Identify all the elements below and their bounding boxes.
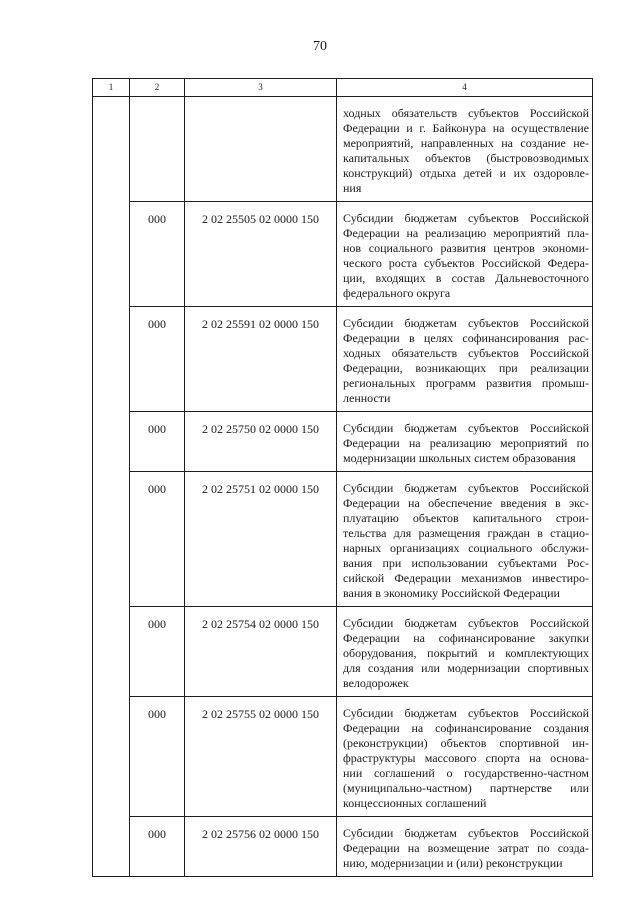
table-row (93, 472, 593, 607)
description-line: оборудования, покрытий и комплектующих (343, 646, 589, 660)
description-line: концессионных соглашений (343, 796, 487, 810)
admin-code-cell: 000 (130, 607, 185, 697)
admin-code-cell: 000 (130, 817, 185, 877)
description-line: ческого роста субъектов Российской Федера- (343, 256, 589, 270)
description-line: тельства для размещения граждан в стацио- (343, 526, 589, 540)
description-line: плуатацию объектов капитального строи- (343, 511, 589, 525)
table-row (93, 607, 593, 697)
budget-code-cell: 2 02 25755 02 0000 150 (185, 697, 337, 817)
admin-code-cell: 000 (130, 202, 185, 307)
description-line: Субсидии бюджетам субъектов Российской (343, 616, 589, 630)
description-cell (337, 697, 593, 817)
table-row (93, 97, 593, 202)
budget-code-cell: 2 02 25751 02 0000 150 (185, 472, 337, 607)
description-line: Субсидии бюджетам субъектов Российской (343, 481, 589, 495)
description-line: вания в экономику Российской Федерации (343, 586, 560, 600)
description-line: конструкций) отдыха детей и их оздоровле- (343, 166, 589, 180)
column-number-2: 2 (130, 79, 185, 97)
budget-code-cell: 2 02 25756 02 0000 150 (185, 817, 337, 877)
description-line: ции, входящих в состав Дальневосточного (343, 271, 589, 285)
description-cell (337, 607, 593, 697)
budget-codes-table (92, 78, 593, 877)
description-cell (337, 307, 593, 412)
description-cell (337, 202, 593, 307)
admin-code-cell: 000 (130, 697, 185, 817)
description-line: (муниципально-частном) партнерстве или (343, 781, 589, 795)
description-line: (реконструкции) объектов спортивной ин- (343, 736, 589, 750)
description-line: велодорожек (343, 676, 409, 690)
column-number-4: 4 (337, 79, 593, 97)
description-line: ния (343, 181, 362, 195)
admin-code-cell: 000 (130, 412, 185, 472)
admin-code-cell: 000 (130, 472, 185, 607)
table-row (93, 412, 593, 472)
description-line: ходных обязательств субъектов Российской (343, 106, 589, 120)
budget-code-cell: 2 02 25591 02 0000 150 (185, 307, 337, 412)
description-line: Субсидии бюджетам субъектов Российской (343, 826, 589, 840)
table-row (93, 307, 593, 412)
column-number-row (93, 79, 593, 97)
budget-code-cell: 2 02 25750 02 0000 150 (185, 412, 337, 472)
description-line: вания при использовании субъектами Рос- (343, 556, 589, 570)
description-line: нов социального развития центров экономи- (343, 241, 589, 255)
table-row (93, 817, 593, 877)
description-line: Федерации в целях софинансирования рас- (343, 331, 589, 345)
page-number: 70 (313, 39, 327, 54)
description-line: Субсидии бюджетам субъектов Российской (343, 706, 589, 720)
budget-code-cell: 2 02 25754 02 0000 150 (185, 607, 337, 697)
description-cell (337, 472, 593, 607)
description-line: Субсидии бюджетам субъектов Российской (343, 421, 589, 435)
column-number-1: 1 (93, 79, 130, 97)
description-line: нию, модернизации и (или) реконструкции (343, 856, 563, 870)
description-line: Федерации на возмещение затрат по созда- (343, 841, 589, 855)
description-line: Федерации и г. Байконура на осуществление (343, 121, 589, 135)
admin-code-cell (130, 97, 185, 202)
description-line: сийской Федерации механизмов инвестиро- (343, 571, 589, 585)
admin-code-cell: 000 (130, 307, 185, 412)
description-line: Субсидии бюджетам субъектов Российской (343, 316, 589, 330)
description-cell (337, 412, 593, 472)
description-line: ленности (343, 391, 391, 405)
table-row (93, 697, 593, 817)
description-line: Федерации на реализацию мероприятий по (343, 436, 589, 450)
budget-code-cell (185, 97, 337, 202)
description-cell (337, 97, 593, 202)
column-number-3: 3 (185, 79, 337, 97)
description-line: Субсидии бюджетам субъектов Российской (343, 211, 589, 225)
description-line: для создания или модернизации спортивных (343, 661, 589, 675)
table-body (93, 79, 593, 877)
description-line: Федерации, возникающих при реализации (343, 361, 589, 375)
description-line: нии соглашений о государственно-частном (343, 766, 589, 780)
description-line: мероприятий, направленных на создание не- (343, 136, 589, 150)
description-line: федерального округа (343, 286, 451, 300)
description-line: региональных программ развития промыш- (343, 376, 589, 390)
description-line: Федерации на софинансирование закупки (343, 631, 589, 645)
description-line: Федерации на реализацию мероприятий пла- (343, 226, 589, 240)
description-line: капитальных объектов (быстровозводимых (343, 151, 589, 165)
description-line: модернизации школьных систем образования (343, 451, 576, 465)
description-line: фраструктуры массового спорта на основа- (343, 751, 589, 765)
description-line: ходных обязательств субъектов Российской (343, 346, 589, 360)
description-cell (337, 817, 593, 877)
description-line: нарных организациях социального обслужи- (343, 541, 589, 555)
description-line: Федерации на обеспечение введения в экс- (343, 496, 589, 510)
table-row (93, 202, 593, 307)
description-line: Федерации на софинансирование создания (343, 721, 589, 735)
budget-code-cell: 2 02 25505 02 0000 150 (185, 202, 337, 307)
empty-first-column-cell (93, 97, 130, 877)
